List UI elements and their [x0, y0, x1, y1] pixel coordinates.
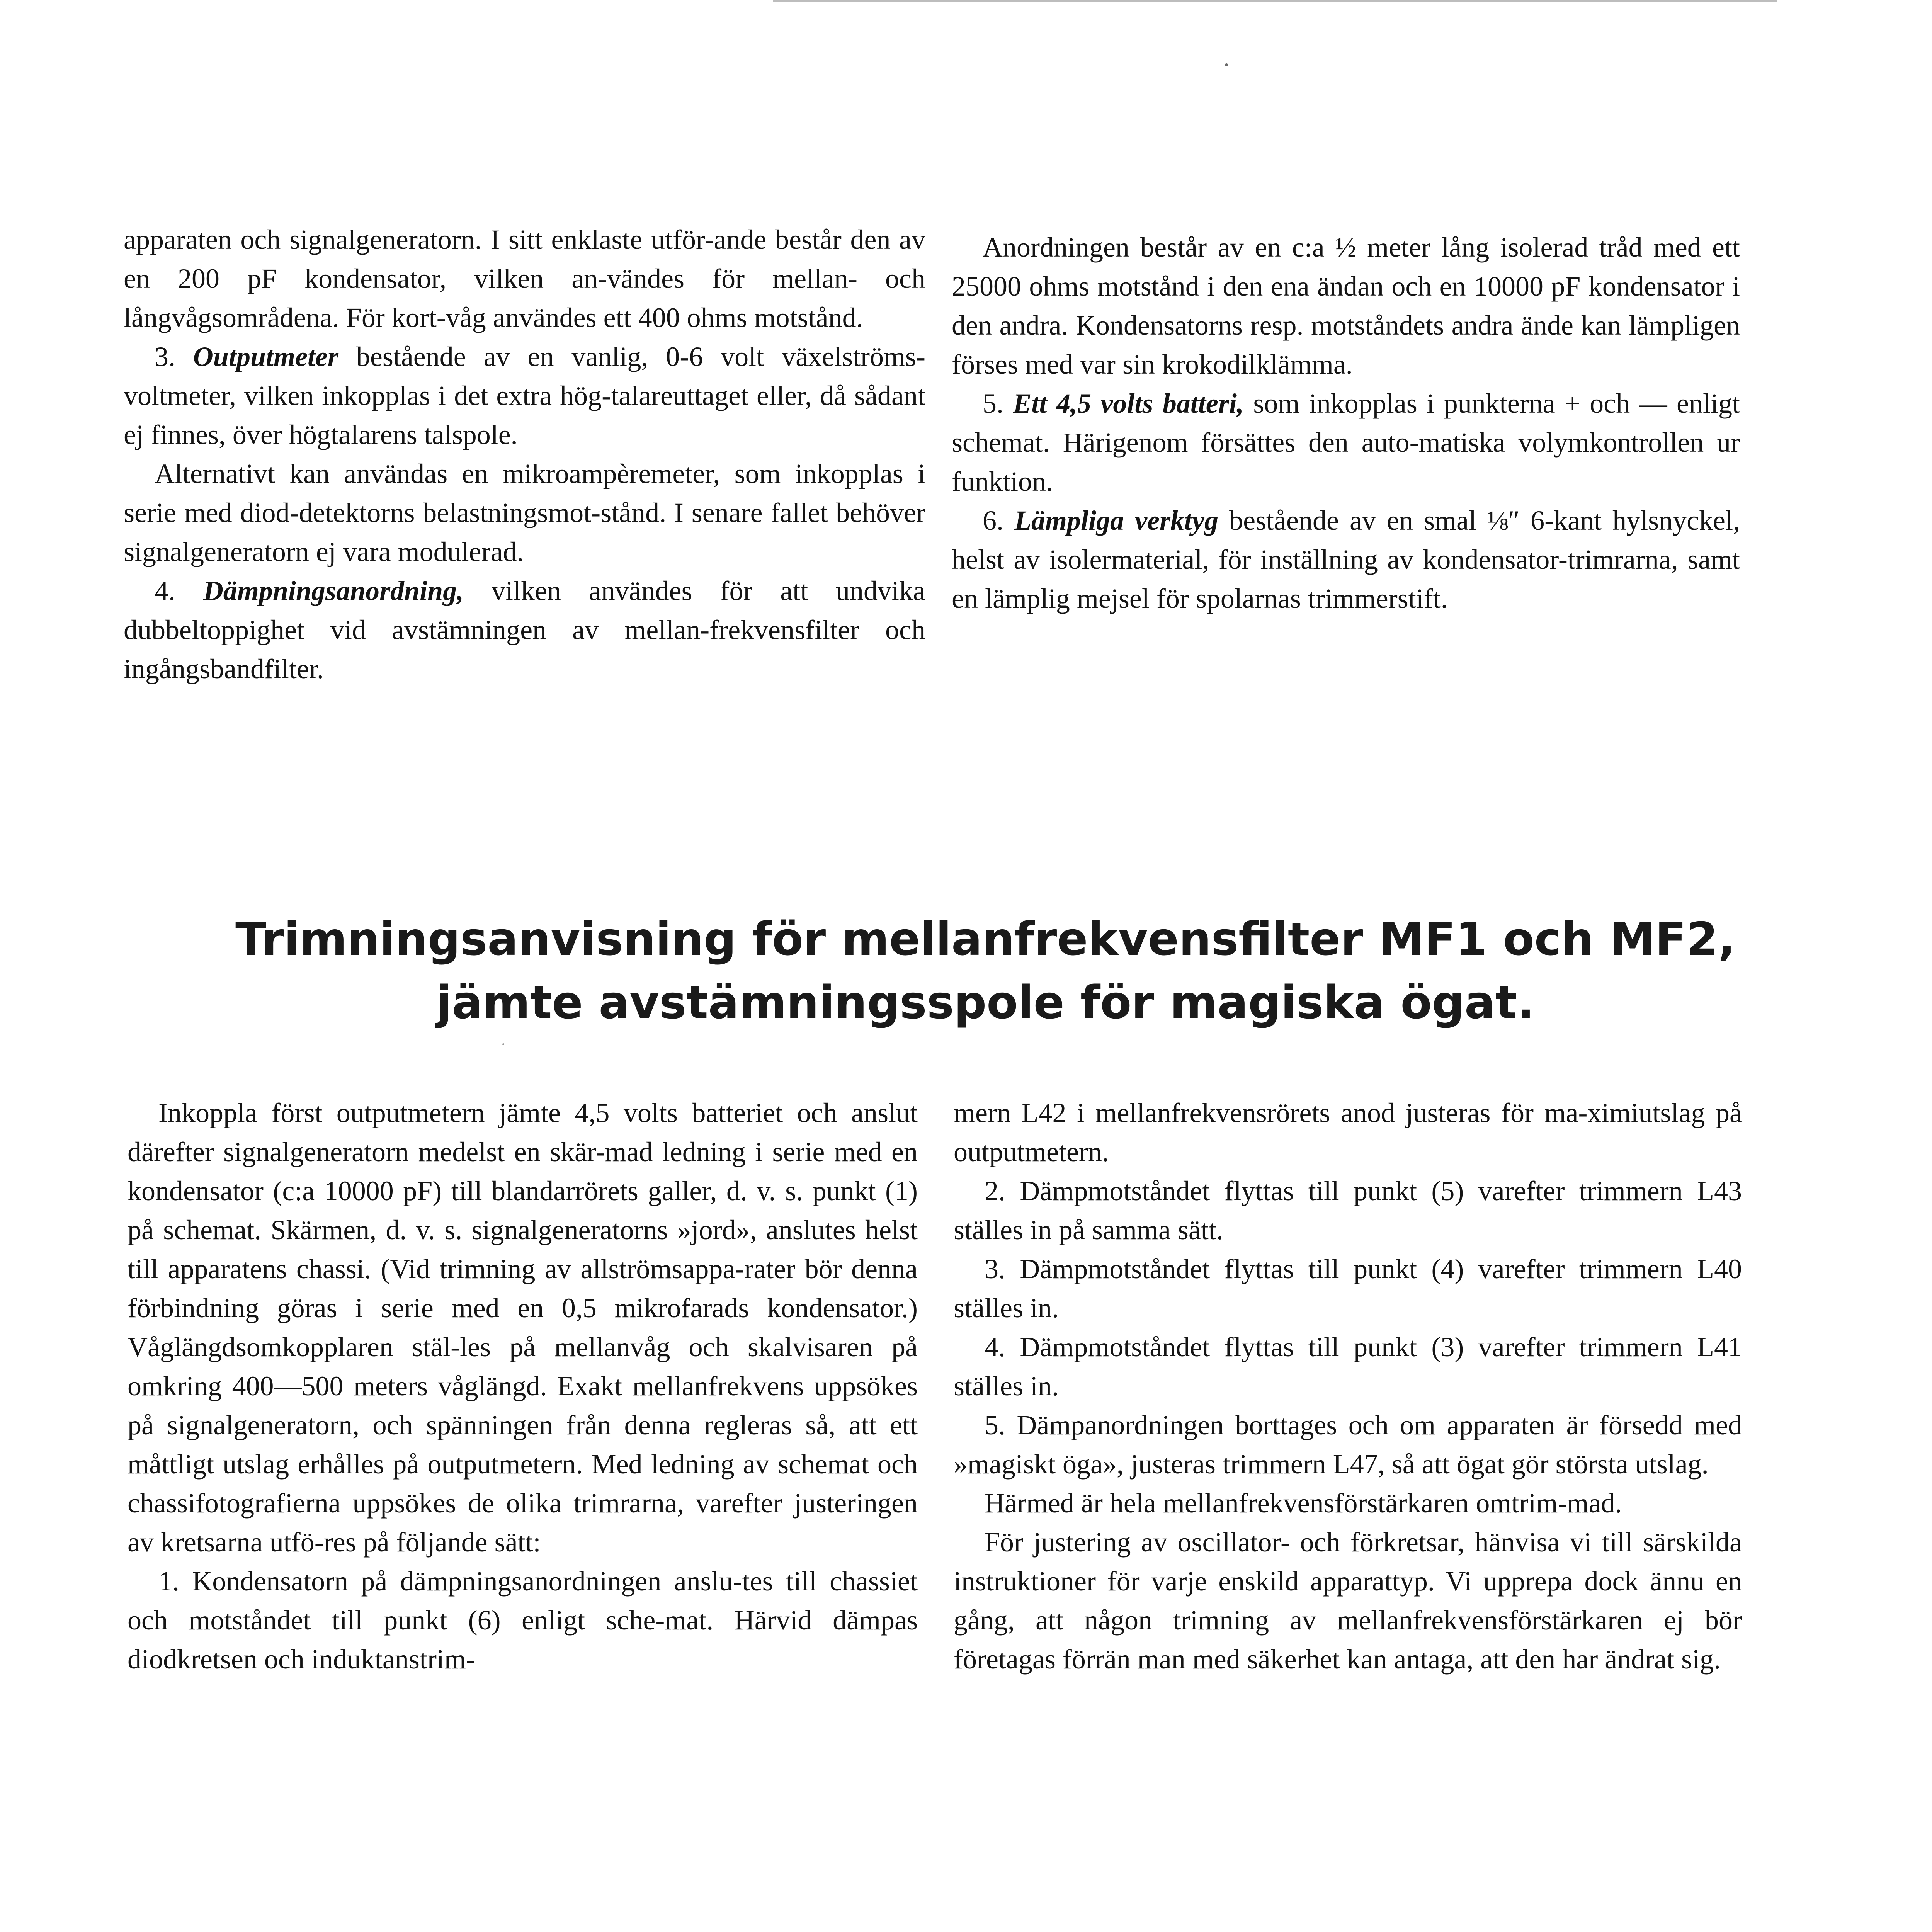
- item-number: 6.: [983, 505, 1003, 536]
- paragraph: Alternativt kan användas en mikroampèremeter, som inkopplas i serie med diod-detektorns belastningsmot-stånd. I senare fallet behöver signalgeneratorn ej vara modulerad.: [124, 458, 925, 567]
- list-item-batteri: [952, 384, 1740, 501]
- paragraph: 5. Dämpanordningen borttages och om apparaten är försedd med »magiskt öga», justeras trimmern L47, så att ögat gör största utslag.: [954, 1410, 1742, 1480]
- paragraph: För justering av oscillator- och förkretsar, hänvisa vi till särskilda instruktioner för varje enskild apparattyp. Vi upprepa dock ännu en gång, att någon trimning av mellanfrekvensförstärkaren ej bör företagas förrän man med säkerhet kan antaga, att den har ändrat sig.: [954, 1527, 1742, 1675]
- paragraph: Inkoppla först outputmetern jämte 4,5 volts batteriet och anslut därefter signalgeneratorn medelst en skär-mad ledning i serie med en kondensator (c:a 10000 pF) till blandarrörets galler, d. v. s. punkt (1) på schemat. Skärmen, d. v. s. signalgeneratorns »jord», anslutes helst till apparatens chassi. (Vid trimning av allströmsappa-rater bör denna förbindning göras i serie med en 0,5 mikrofarads kondensator.) Våglängdsomkopplaren stäl-les på mellanvåg och skalvisaren på omkring 400—500 meters våglängd. Exakt mellanfrekvens uppsökes på signalgeneratorn, och spänningen från denna regleras så, att ett måttligt utslag erhålles på outputmetern. Med ledning av schemat och chassifotografierna uppsökes de olika trimrarna, varefter justeringen av kretsarna utfö-res på följande sätt:: [128, 1097, 918, 1558]
- item-text: bestående av en smal ⅛″ 6-kant hylsnyckel, helst av isolermaterial, för inställning av kondensator-trimrarna, samt en lämplig mejsel för spolarnas trimmerstift.: [952, 505, 1740, 614]
- list-item-dampningsanordning: [124, 571, 925, 689]
- item-title: Ett 4,5 volts batteri,: [1013, 388, 1244, 419]
- item-title: Lämpliga verktyg: [1014, 505, 1219, 536]
- paragraph: apparaten och signalgeneratorn. I sitt enklaste utför-ande består den av en 200 pF kondensator, vilken an-vändes för mellan- och långvågsområdena. För kort-våg användes ett 400 ohms motstånd.: [124, 224, 925, 333]
- bottom-left-column: [128, 1094, 918, 1679]
- item-text: som inkopplas i punkterna + och — enligt schemat. Härigenom försättes den auto-matiska volymkontrollen ur funktion.: [952, 388, 1740, 497]
- item-number: 3.: [155, 341, 175, 372]
- list-item-verktyg: [952, 501, 1740, 618]
- top-right-column: [952, 228, 1740, 618]
- paragraph: 3. Dämpmotståndet flyttas till punkt (4) varefter trimmern L40 ställes in.: [954, 1253, 1742, 1323]
- paragraph: mern L42 i mellanfrekvensrörets anod justeras för ma-ximiutslag på outputmetern.: [954, 1097, 1742, 1167]
- item-number: 4.: [155, 575, 175, 606]
- scan-edge-mark: [773, 0, 1777, 2]
- item-number: 5.: [983, 388, 1003, 419]
- bottom-right-column: [954, 1094, 1742, 1679]
- paragraph: Anordningen består av en c:a ½ meter lång isolerad tråd med ett 25000 ohms motstånd i den ena ändan och en 10000 pF kondensator i den andra. Kondensatorns resp. motståndets andra ände kan lämpligen förses med var sin krokodilklämma.: [952, 232, 1740, 380]
- paragraph: 1. Kondensatorn på dämpningsanordningen anslu-tes till chassiet och motståndet till punkt (6) enligt sche-mat. Härvid dämpas diodkretsen och induktanstrim-: [128, 1566, 918, 1675]
- list-item-outputmeter: [124, 337, 925, 454]
- scan-speck: [1225, 63, 1228, 66]
- item-text: bestående av en vanlig, 0-6 volt växelströms-voltmeter, vilken inkopplas i det extra hög-talareuttaget eller, då sådant ej finnes, över högtalarens talspole.: [124, 341, 925, 450]
- top-left-column: [124, 220, 925, 689]
- item-text: vilken användes för att undvika dubbeltoppighet vid avstämningen av mellan-frekvensfilter och ingångsbandfilter.: [124, 575, 926, 684]
- item-title: Outputmeter: [193, 341, 338, 372]
- scan-speck: [502, 1043, 504, 1045]
- section-heading-line-2: jämte avstämningsspole för magiska ögat.: [436, 976, 1534, 1029]
- paragraph: Härmed är hela mellanfrekvensförstärkaren omtrim-mad.: [985, 1488, 1622, 1519]
- paragraph: 2. Dämpmotståndet flyttas till punkt (5) varefter trimmern L43 ställes in på samma sätt.: [954, 1175, 1742, 1245]
- item-title: Dämpningsanordning,: [203, 575, 464, 606]
- section-heading-line-1: Trimningsanvisning för mellanfrekvensfilter MF1 och MF2,: [235, 912, 1735, 966]
- paragraph: 4. Dämpmotståndet flyttas till punkt (3) varefter trimmern L41 ställes in.: [954, 1332, 1742, 1401]
